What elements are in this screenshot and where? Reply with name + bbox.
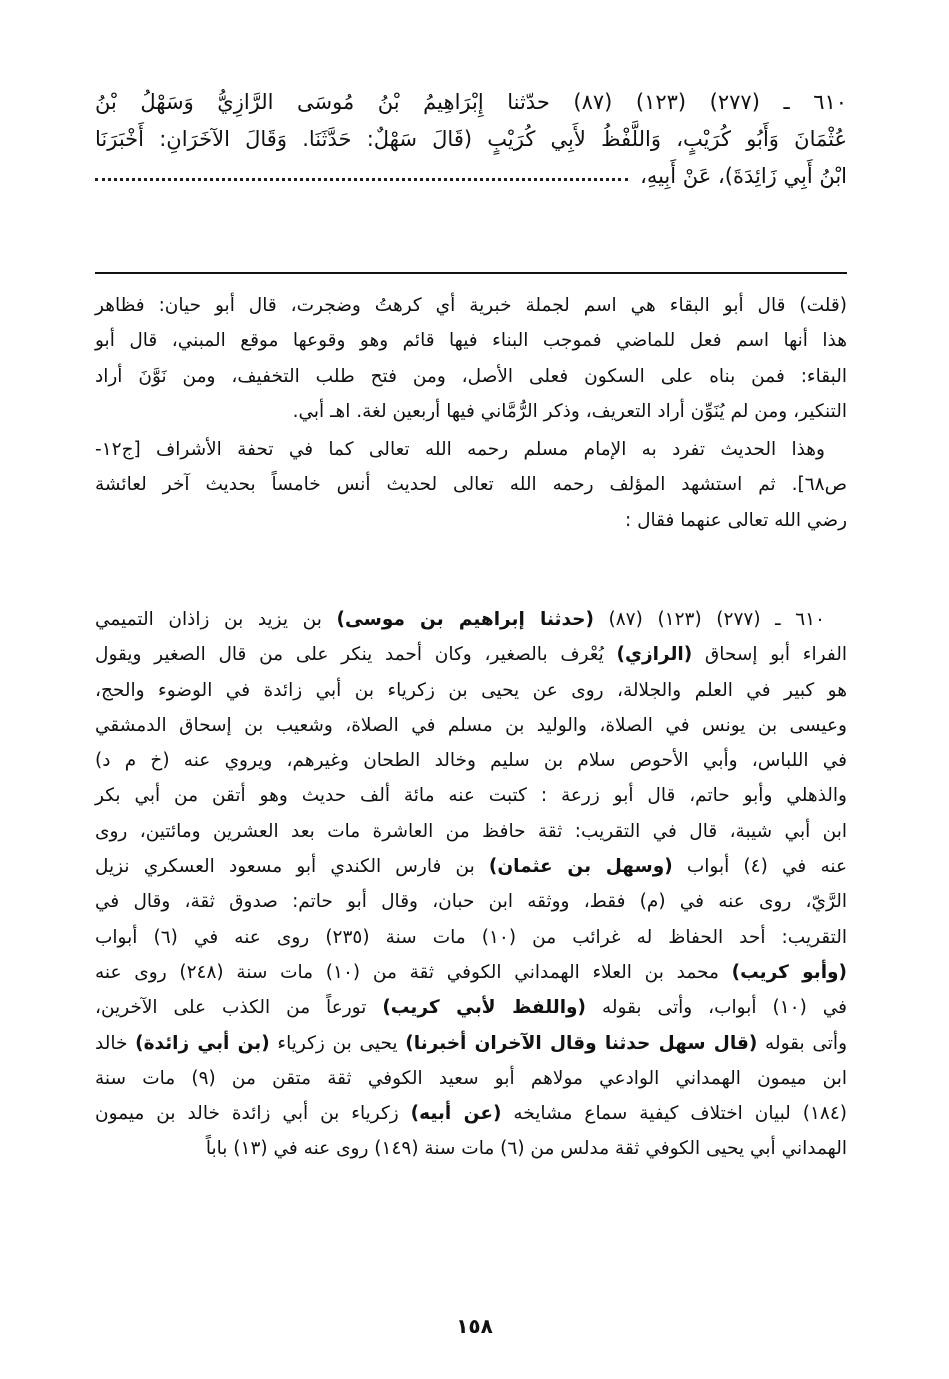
text-segment: الهمداني أبي يحيى الكوفي ثقة مدلس من (٦) مات سنة (١٤٩) روى عنه في (١٣) باباً (205, 1138, 847, 1160)
dotted-leader (95, 158, 628, 181)
text-line (95, 1131, 847, 1166)
text-line (95, 955, 847, 990)
line-text (95, 609, 825, 630)
text-segment: والذهلي وأبو حاتم، قال أبو زرعة : كتبت عنه مائة ألف حديث وهو أتقن من أبي بكر (95, 785, 847, 807)
text-line (95, 84, 847, 121)
text-segment: بن فارس الكندي أبو مسعود العسكري نزيل (95, 856, 489, 878)
text-segment: التقريب: أحد الحفاظ له غرائب من (١٠) مات سنة (٢٣٥) روى عنه في (٦) أبواب (95, 926, 848, 948)
text-segment: (قلت) قال أبو البقاء هي اسم لجملة خبرية أي كرهتُ وضجرت، قال أبو حيان: فظاهر (95, 295, 847, 316)
hadith-text (95, 84, 847, 195)
text-segment: ٦١٠ ـ (٢٧٧) (١٢٣) (٨٧) حدّثنا إِبْرَاهِيمُ بْنُ مُوسَى الرَّازِيُّ وَسَهْلُ بْنُ (95, 90, 848, 114)
line-text (95, 891, 847, 912)
text-line (95, 1026, 847, 1061)
text-line (95, 359, 847, 394)
line-text (95, 680, 847, 701)
line-text (95, 330, 847, 351)
line-text (95, 474, 847, 495)
text-segment: خالد (95, 1032, 136, 1054)
text-line (95, 1061, 847, 1096)
line-text (95, 715, 847, 736)
text-line (95, 503, 847, 538)
line-text (95, 785, 847, 806)
text-line (95, 158, 847, 195)
text-line (95, 884, 847, 919)
text-segment: محمد بن العلاء الهمداني الكوفي ثقة من (١٠) مات سنة (٢٤٨) روى عنه (95, 961, 732, 983)
bold-quoted-text: (عن أبيه) (410, 1103, 502, 1125)
text-segment: هذا أنها اسم فعل للماضي فموجب البناء فيها قائم وهو وقوعها موقع المبني، قال أبو (95, 330, 847, 352)
line-text (95, 439, 825, 460)
commentary-paragraph-2 (95, 432, 847, 538)
text-segment: (١٨٤) لبيان اختلاف كيفية سماع مشايخه (501, 1103, 847, 1125)
line-text (95, 1068, 847, 1089)
line-text (95, 962, 847, 983)
text-segment: رضي الله تعالى عنهما فقال : (624, 509, 847, 531)
text-segment: البقاء: فمن بناه على السكون فعلى الأصل، ومن فتح طلب التخفيف، ومن نَوَّنَ أراد (95, 365, 847, 387)
text-line (95, 990, 847, 1025)
line-text (95, 750, 847, 771)
text-segment: عُثْمَانَ وَأَبُو كُرَيْبٍ، وَاللَّفْظُ لأَبِي كُرَيْبٍ (قَالَ سَهْلٌ: حَدَّثَنَا. وَقَالَ الآخَرَانِ: أَخْبَرَنَا (95, 127, 847, 151)
text-segment: في اللباس، وأبي الأحوص سلام بن سليم وخالد الطحان وغيرهم، ويروي عنه (خ م د) (95, 750, 847, 772)
line-text (95, 821, 847, 842)
bold-quoted-text: (وأبو كريب) (731, 961, 848, 983)
text-line (95, 708, 847, 743)
line-text (95, 295, 847, 316)
line-text (293, 401, 847, 422)
text-segment: في (١٠) أبواب، وأتى بقوله (586, 997, 848, 1019)
line-text (95, 1033, 847, 1054)
text-segment: التنكير، ومن لم يُنَوِّن أراد التعريف، وذكر الرُّمَّاني فيها أربعين لغة. اهـ أبي. (292, 400, 847, 422)
commentary-paragraph-1 (95, 288, 847, 429)
text-segment: هو كبير في العلم والجلالة، روى عن يحيى بن زكرياء بن أبي زائدة في الوضوء والحج، (95, 679, 847, 701)
bold-quoted-text: (حدثنا إبراهيم بن موسى) (336, 609, 594, 630)
page-number: ١٥٨ (456, 1314, 493, 1338)
line-text (95, 1103, 847, 1124)
text-segment: عنه في (٤) أبواب (672, 856, 847, 878)
text-segment: ابْنُ أَبِي زَائِدَةَ)، عَنْ أَبِيهِ، (640, 164, 847, 188)
text-segment: الرَّيّ، روى عنه في (م) فقط، ووثقه ابن حبان، وقال أبو حاتم: صدوق ثقة، وقال في (95, 891, 847, 913)
text-line (95, 467, 847, 502)
text-segment: ابن أبي شيبة، قال في التقريب: ثقة حافظ من العاشرة مات بعد العشرين ومائتين، روى (95, 820, 847, 842)
text-line (95, 432, 847, 467)
line-text (95, 127, 847, 151)
line-text (625, 510, 847, 531)
line-text (640, 158, 847, 195)
text-line (95, 288, 847, 323)
text-line (95, 1096, 847, 1131)
text-segment: تورعاً من الكذب على الآخرين، (95, 997, 383, 1019)
line-text (206, 1138, 847, 1159)
bold-quoted-text: (الرازي) (616, 644, 693, 666)
text-segment: ص٦٨]. ثم استشهد المؤلف رحمه الله تعالى لحديث أنس خامساً بحديث آخر لعائشة (95, 474, 847, 496)
text-segment: الفراء أبو إسحاق (692, 644, 847, 666)
text-line (95, 920, 847, 955)
line-text (95, 997, 847, 1018)
line-text (95, 366, 847, 387)
text-line (95, 743, 847, 778)
footnote-divider (95, 272, 847, 274)
line-text (95, 644, 847, 665)
bold-quoted-text: (واللفظ لأبي كريب) (382, 997, 586, 1019)
text-segment: ٦١٠ ـ (٢٧٧) (١٢٣) (٨٧) (593, 609, 825, 630)
text-segment: زكرياء بن أبي زائدة خالد بن ميمون (95, 1103, 411, 1125)
bold-quoted-text: (وسهل بن عثمان) (488, 856, 673, 878)
text-segment: يُعْرف بالصغير، وكان أحمد ينكر على من قال الصغير ويقول (95, 644, 617, 666)
text-line (95, 121, 847, 158)
text-line (95, 323, 847, 358)
text-segment: وعيسى بن يونس في الصلاة، والوليد بن مسلم في الصلاة، وشعيب بن إسحاق الدمشقي (95, 714, 847, 736)
bold-quoted-text: (بن أبي زائدة) (135, 1032, 270, 1054)
text-segment: ابن ميمون الهمداني الوادعي مولاهم أبو سعيد الكوفي ثقة متقن من (٩) مات سنة (95, 1067, 847, 1089)
text-segment: يحيى بن زكرياء (269, 1032, 406, 1054)
text-line (95, 814, 847, 849)
text-line (95, 778, 847, 813)
text-line (95, 849, 847, 884)
line-text (95, 856, 847, 877)
text-line (95, 394, 847, 429)
text-segment: وأتى بقوله (757, 1032, 848, 1054)
line-text (95, 927, 847, 948)
text-segment: بن يزيد بن زاذان التميمي (95, 609, 337, 630)
text-line (95, 637, 847, 672)
line-text (95, 90, 847, 114)
commentary-paragraph-3 (95, 602, 847, 1167)
text-segment: وهذا الحديث تفرد به الإمام مسلم رحمه الله تعالى كما في تحفة الأشراف [ج١٢- (95, 439, 825, 460)
text-line (95, 602, 847, 637)
bold-quoted-text: (قال سهل حدثنا وقال الآخران أخبرنا) (405, 1032, 758, 1054)
text-line (95, 673, 847, 708)
